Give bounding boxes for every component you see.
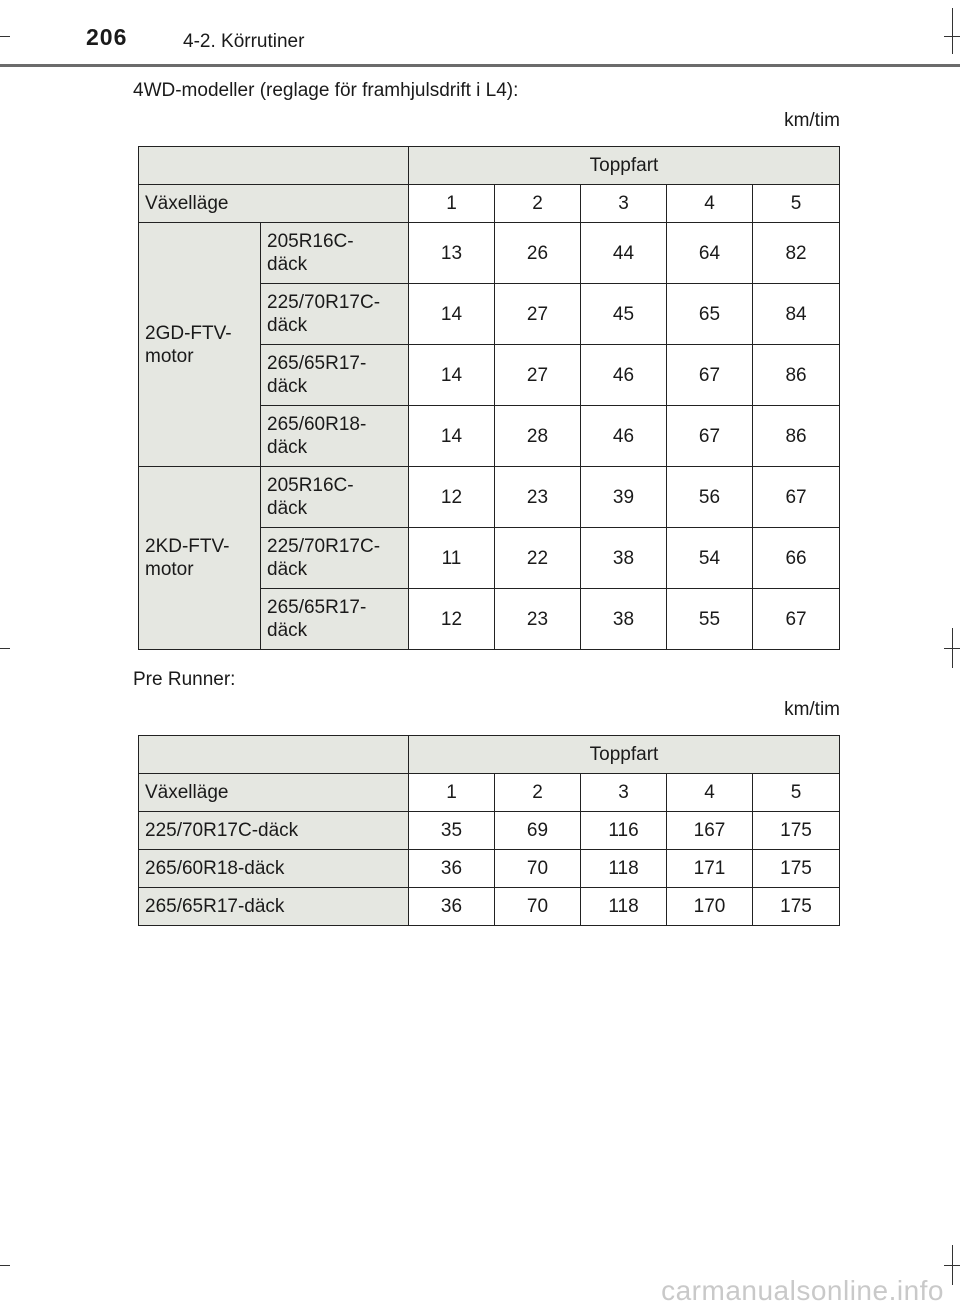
crop-mark	[0, 36, 10, 37]
table-row	[139, 812, 840, 850]
speed-value: 167	[667, 812, 753, 850]
empty-corner-cell	[139, 147, 409, 185]
gear-header-row	[139, 774, 840, 812]
speed-value: 65	[667, 284, 753, 345]
speed-value: 64	[667, 223, 753, 284]
speed-value: 67	[667, 406, 753, 467]
gear-label: Växelläge	[139, 185, 409, 223]
crop-mark	[952, 628, 953, 668]
table-row	[139, 223, 840, 284]
speed-value: 55	[667, 589, 753, 650]
crop-mark	[0, 1265, 10, 1266]
speed-value: 67	[667, 345, 753, 406]
top-speed-header: Toppfart	[409, 736, 840, 774]
tire-cell: 225/70R17C- däck	[261, 528, 409, 589]
speed-value: 12	[409, 467, 495, 528]
speed-value: 14	[409, 406, 495, 467]
tire-cell: 265/65R17- däck	[261, 589, 409, 650]
gear-number: 4	[667, 774, 753, 812]
tire-cell: 205R16C- däck	[261, 223, 409, 284]
speed-value: 54	[667, 528, 753, 589]
speed-value: 69	[495, 812, 581, 850]
speed-value: 27	[495, 284, 581, 345]
section1-unit: km/tim	[784, 110, 840, 131]
speed-value: 118	[581, 888, 667, 926]
speed-value: 171	[667, 850, 753, 888]
speed-value: 13	[409, 223, 495, 284]
speed-value: 28	[495, 406, 581, 467]
gear-number: 3	[581, 185, 667, 223]
speed-value: 14	[409, 284, 495, 345]
header-rule	[0, 64, 960, 67]
speed-value: 14	[409, 345, 495, 406]
speed-value: 38	[581, 528, 667, 589]
gear-number: 5	[753, 774, 840, 812]
speed-value: 27	[495, 345, 581, 406]
gear-number: 2	[495, 774, 581, 812]
tire-cell: 225/70R17C- däck	[261, 284, 409, 345]
speed-value: 175	[753, 888, 840, 926]
speed-value: 56	[667, 467, 753, 528]
section2-intro: Pre Runner:	[133, 669, 236, 690]
speed-value: 67	[753, 467, 840, 528]
gear-number: 3	[581, 774, 667, 812]
engine-cell: 2KD-FTV- motor	[139, 467, 261, 650]
speed-value: 46	[581, 345, 667, 406]
speed-value: 22	[495, 528, 581, 589]
speed-value: 86	[753, 406, 840, 467]
speed-value: 170	[667, 888, 753, 926]
speed-value: 118	[581, 850, 667, 888]
tire-cell: 265/65R17-däck	[139, 888, 409, 926]
speed-value: 70	[495, 888, 581, 926]
speed-value: 36	[409, 850, 495, 888]
speed-table-pre-runner	[138, 735, 840, 926]
engine-cell: 2GD-FTV- motor	[139, 223, 261, 467]
gear-number: 2	[495, 185, 581, 223]
speed-value: 23	[495, 467, 581, 528]
gear-number: 4	[667, 185, 753, 223]
tire-cell: 265/65R17- däck	[261, 345, 409, 406]
speed-value: 82	[753, 223, 840, 284]
empty-corner-cell	[139, 736, 409, 774]
tire-cell: 225/70R17C-däck	[139, 812, 409, 850]
watermark: carmanualsonline.info	[661, 1275, 944, 1306]
speed-value: 84	[753, 284, 840, 345]
table-header-row	[139, 147, 840, 185]
speed-value: 39	[581, 467, 667, 528]
speed-value: 45	[581, 284, 667, 345]
gear-number: 1	[409, 185, 495, 223]
speed-value: 46	[581, 406, 667, 467]
section1-intro: 4WD-modeller (reglage för framhjulsdrift i L4):	[133, 80, 519, 101]
speed-value: 66	[753, 528, 840, 589]
speed-value: 36	[409, 888, 495, 926]
gear-number: 1	[409, 774, 495, 812]
page-number: 206	[86, 24, 128, 50]
speed-table-4wd	[138, 146, 840, 650]
table-row	[139, 888, 840, 926]
section-title: 4-2. Körrutiner	[183, 31, 305, 52]
crop-mark	[952, 1245, 953, 1285]
top-speed-header: Toppfart	[409, 147, 840, 185]
speed-value: 70	[495, 850, 581, 888]
tire-cell: 265/60R18-däck	[139, 850, 409, 888]
tire-cell: 205R16C- däck	[261, 467, 409, 528]
speed-value: 23	[495, 589, 581, 650]
speed-value: 86	[753, 345, 840, 406]
crop-mark	[0, 648, 10, 649]
table-header-row	[139, 736, 840, 774]
crop-mark	[952, 8, 953, 54]
table-row	[139, 467, 840, 528]
speed-value: 35	[409, 812, 495, 850]
gear-label: Växelläge	[139, 774, 409, 812]
speed-value: 11	[409, 528, 495, 589]
speed-value: 175	[753, 850, 840, 888]
speed-value: 67	[753, 589, 840, 650]
gear-number: 5	[753, 185, 840, 223]
speed-value: 175	[753, 812, 840, 850]
tire-cell: 265/60R18- däck	[261, 406, 409, 467]
table-row	[139, 850, 840, 888]
gear-header-row	[139, 185, 840, 223]
speed-value: 26	[495, 223, 581, 284]
section2-unit: km/tim	[784, 699, 840, 720]
speed-value: 116	[581, 812, 667, 850]
speed-value: 12	[409, 589, 495, 650]
speed-value: 44	[581, 223, 667, 284]
speed-value: 38	[581, 589, 667, 650]
